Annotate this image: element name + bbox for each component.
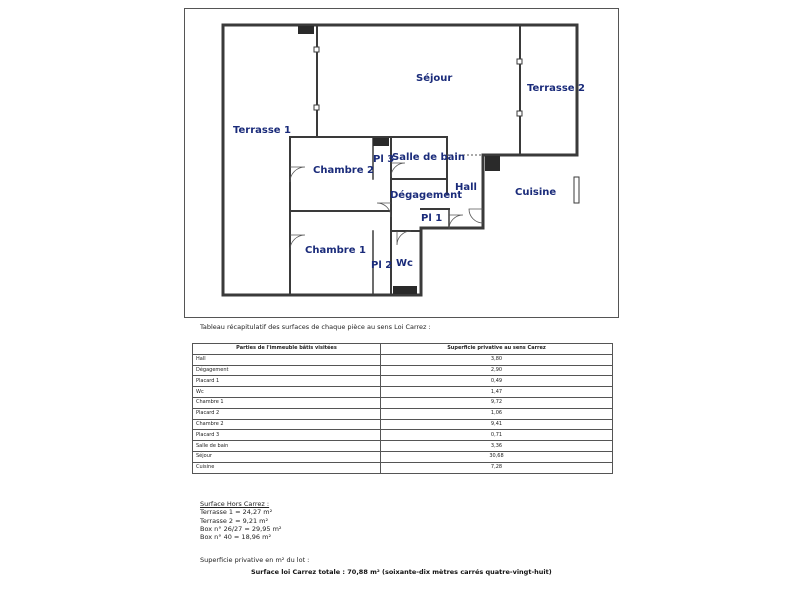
lot-surface-label: Superficie privative en m² du lot : (200, 556, 310, 564)
floor-plan (184, 8, 619, 318)
room-label-chambre2: Chambre 2 (313, 165, 374, 176)
room-label-terrasse2: Terrasse 2 (527, 83, 586, 94)
surface-cell: 0,71 (381, 430, 613, 441)
room-label-pl2: Pl 2 (371, 260, 393, 271)
table-row (193, 462, 613, 473)
room-label-degagement: Dégagement (390, 190, 463, 201)
duct-wc (393, 286, 417, 294)
door-cuisine (469, 209, 483, 223)
door-wc (397, 231, 411, 245)
duct-hall (485, 156, 500, 171)
room-label-pl3: Pl 3 (373, 154, 395, 165)
room-label-cuisine: Cuisine (515, 187, 557, 198)
surface-cell: 1,47 (381, 387, 613, 398)
table-row (193, 441, 613, 452)
room-cell: Placard 3 (193, 430, 381, 441)
doors (290, 163, 483, 250)
room-cell: Chambre 2 (193, 419, 381, 430)
door-chambre1 (290, 235, 305, 250)
hors-carrez-block (200, 500, 282, 541)
room-cell: Placard 2 (193, 408, 381, 419)
window-2 (314, 105, 319, 110)
window-5 (574, 177, 579, 203)
room-label-terrasse1: Terrasse 1 (233, 125, 292, 136)
table-row (193, 354, 613, 365)
surface-cell: 1,06 (381, 408, 613, 419)
room-cell: Séjour (193, 451, 381, 462)
room-label-sejour: Séjour (416, 73, 453, 84)
table-row (193, 451, 613, 462)
floor-plan-drawing (185, 9, 620, 319)
surface-cell: 7,28 (381, 462, 613, 473)
duct-top (298, 26, 314, 34)
table-row (193, 365, 613, 376)
surface-cell: 30,68 (381, 451, 613, 462)
room-label-hall: Hall (455, 182, 477, 193)
window-1 (314, 47, 319, 52)
room-label-salle-de-bain: Salle de bain (392, 152, 465, 163)
window-3 (517, 59, 522, 64)
hors-carrez-line: Terrasse 1 = 24,27 m² (200, 508, 273, 517)
room-cell: Chambre 1 (193, 397, 381, 408)
door-chambre2 (290, 167, 305, 182)
surface-cell: 3,80 (381, 354, 613, 365)
door-sdb (391, 163, 405, 177)
room-label-wc: Wc (396, 258, 413, 269)
column-header-surface: Superficie privative au sens Carrez (381, 344, 613, 355)
room-cell: Salle de bain (193, 441, 381, 452)
total-surface: Surface loi Carrez totale : 70,88 m² (soixante-dix mètres carrés quatre-vingt-huit) (251, 568, 552, 576)
surface-cell: 3,36 (381, 441, 613, 452)
room-cell: Hall (193, 354, 381, 365)
table-row (193, 419, 613, 430)
surface-cell: 2,90 (381, 365, 613, 376)
room-cell: Cuisine (193, 462, 381, 473)
room-label-pl1: Pl 1 (421, 213, 443, 224)
table-row (193, 397, 613, 408)
hors-carrez-line: Box n° 40 = 18,96 m² (200, 533, 272, 542)
hors-carrez-title: Surface Hors Carrez : (200, 500, 270, 508)
table-row (193, 408, 613, 419)
table-header-row (193, 344, 613, 355)
room-cell: Placard 1 (193, 376, 381, 387)
surface-cell: 9,41 (381, 419, 613, 430)
window-4 (517, 111, 522, 116)
room-cell: Wc (193, 387, 381, 398)
table-row (193, 387, 613, 398)
surface-cell: 0,49 (381, 376, 613, 387)
hors-carrez-line: Box n° 26/27 = 29,95 m² (200, 524, 282, 533)
table-intro: Tableau récapitulatif des surfaces de chaque pièce au sens Loi Carrez : (200, 323, 431, 331)
hors-carrez-line: Terrasse 2 = 9,21 m² (200, 516, 269, 525)
table-row (193, 430, 613, 441)
room-label-chambre1: Chambre 1 (305, 245, 366, 256)
room-cell: Dégagement (193, 365, 381, 376)
table-row (193, 376, 613, 387)
duct-sdb (373, 138, 389, 146)
column-header-room: Parties de l'immeuble bâtis visitées (193, 344, 381, 355)
surface-cell: 9,72 (381, 397, 613, 408)
surface-table (192, 343, 613, 474)
